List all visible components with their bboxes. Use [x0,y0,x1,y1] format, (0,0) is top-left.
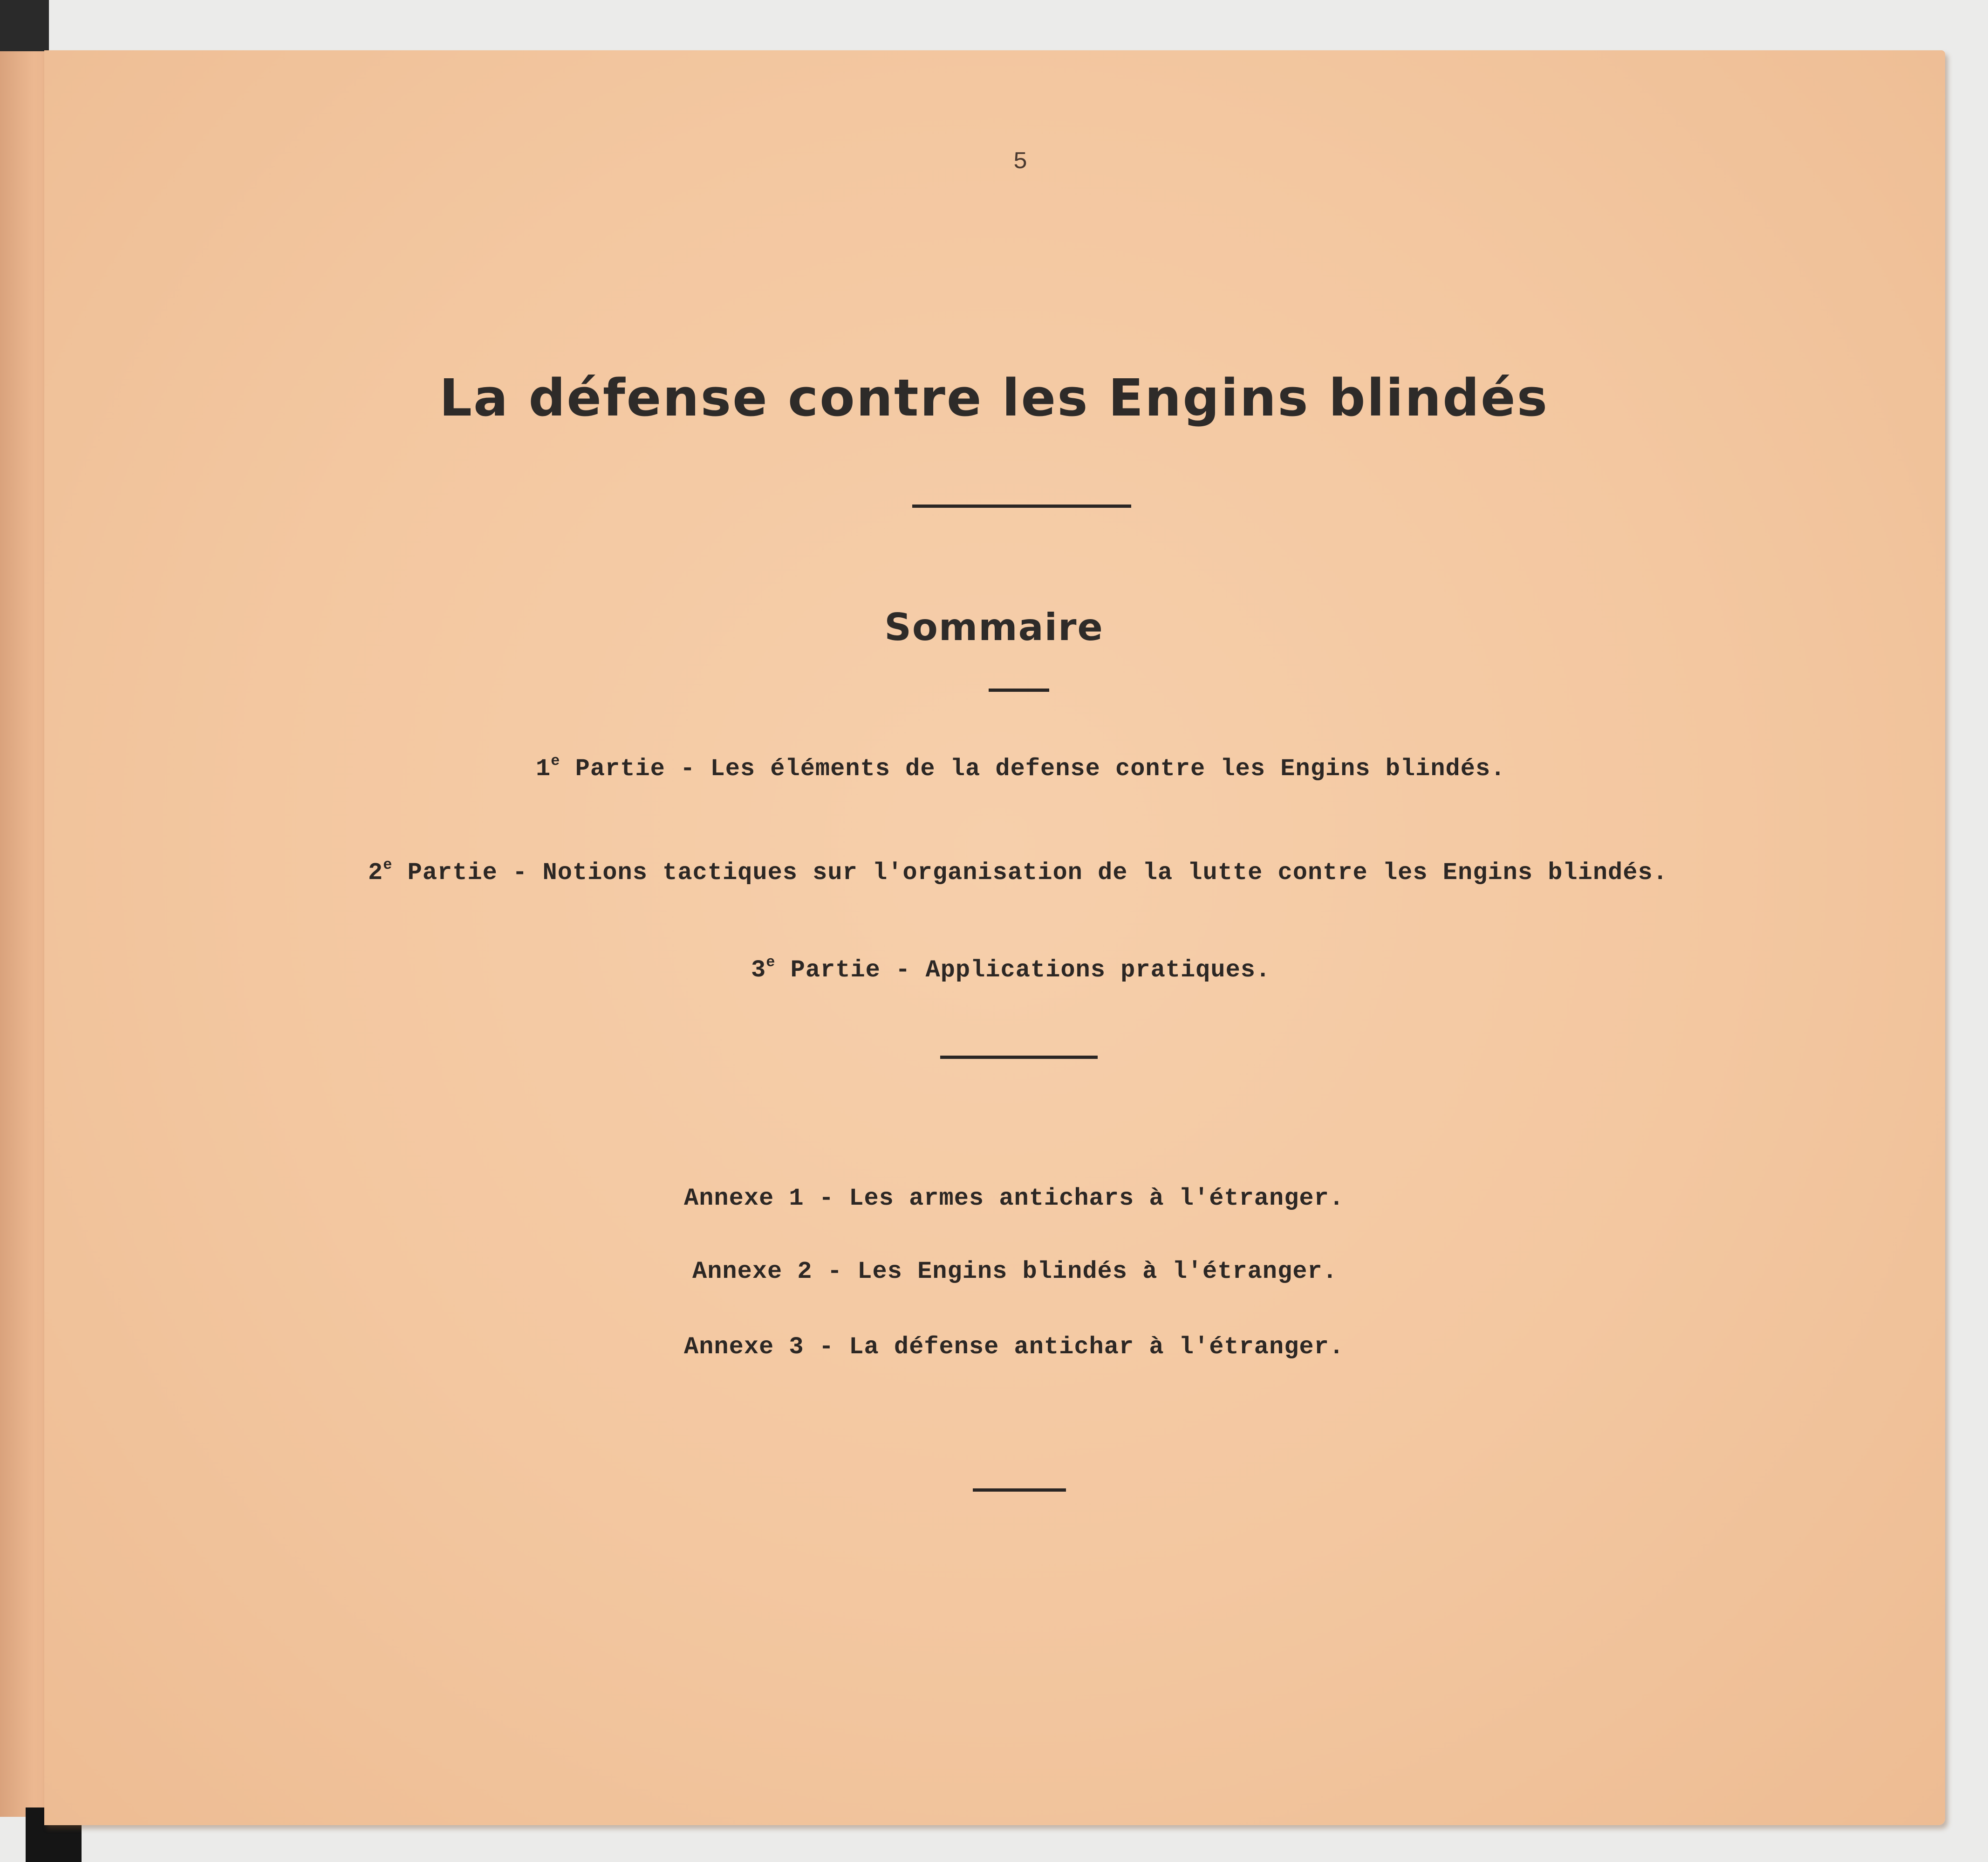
toc-annex-1 [684,1185,1344,1212]
part-ordinal: 3 [751,956,766,984]
annex-label: Annexe 2 [692,1258,813,1285]
annex-text: - Les armes antichars à l'étranger. [819,1185,1345,1212]
part-ordinal-suffix: e [383,856,393,873]
page-number: 5 [1013,148,1028,176]
toc-annex-3 [684,1333,1344,1361]
document-page [44,50,1945,1825]
toc-annex-2 [692,1258,1338,1285]
annex-text: - La défense antichar à l'étranger. [819,1333,1345,1361]
annex-label: Annexe 1 [684,1185,804,1212]
toc-part-1 [536,752,1505,783]
toc-part-3 [751,954,1271,984]
part-ordinal-suffix: e [766,954,776,971]
annex-label: Annexe 3 [684,1333,804,1361]
summary-divider [989,689,1049,692]
part-ordinal: 2 [368,859,383,887]
title-divider [912,505,1131,508]
toc-part-2 [368,856,1668,887]
annex-text: - Les Engins blindés à l'étranger. [827,1258,1338,1285]
summary-heading: Sommaire [884,606,1104,649]
part-text: Partie - Applications pratiques. [790,956,1271,984]
part-ordinal: 1 [536,755,551,783]
annexes-divider [973,1488,1066,1492]
parts-divider [940,1056,1098,1059]
part-ordinal-suffix: e [551,752,560,770]
part-text: Partie - Notions tactiques sur l'organisation de la lutte contre les Engins blindés. [407,859,1668,887]
part-text: Partie - Les éléments de la defense contre les Engins blindés. [575,755,1506,783]
document-title: La défense contre les Engins blindés [439,368,1549,428]
